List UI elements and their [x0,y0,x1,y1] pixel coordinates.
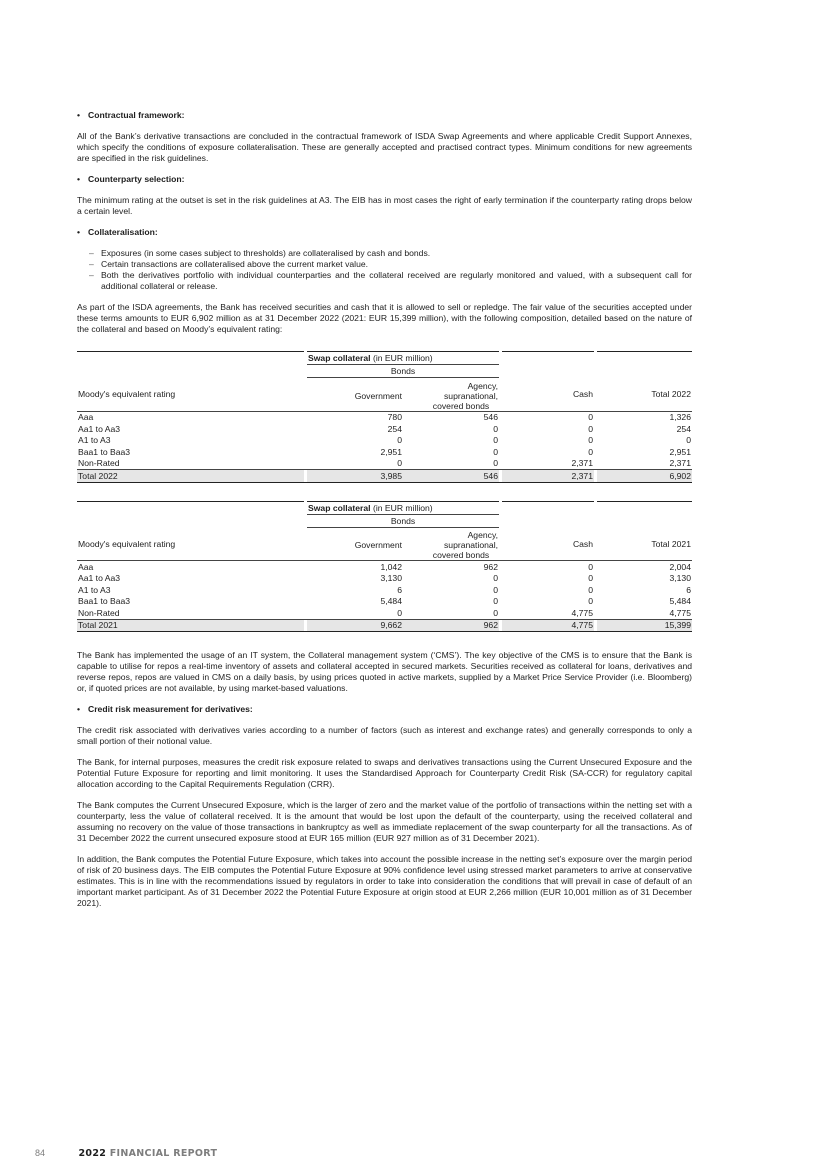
total-column-header: Total 2022 [651,389,691,399]
collateralisation-heading: • Collateralisation: [77,227,158,237]
table-header-spacer [77,352,304,365]
contractual-framework-text: All of the Bank’s derivative transactions are concluded in the contractual framework of ISDA Swap Agreements and where applicable Credit Support Annexes, which specify the conditions of exposure collateralisation. These are generally accepted and practised contract types. Minimum conditions for new agreements are specified in the risk guidelines. [77,131,692,163]
page-content [77,110,692,919]
credit-risk-heading: • Credit risk measurement for derivatives: [77,704,253,714]
report-title: 2022 FINANCIAL REPORT [78,1148,218,1159]
swap-collateral-table-2022 [77,351,692,483]
collateralisation-list [77,248,692,292]
collateralisation-text: As part of the ISDA agreements, the Bank has received securities and cash that it is allowed to sell or repledge. The fair value of the securities accepted under these terms amounts to EUR 6,902 million as at 31 December 2022 (2021: EUR 15,399 million), with the following composition, detailed based on the nature of the collateral and based on Moody’s equivalent rating: [77,302,692,334]
contractual-framework-heading: • Contractual framework: [77,110,185,120]
list-item: – Exposures (in some cases subject to thresholds) are collateralised by cash and bonds. [89,248,692,259]
table-row: Baa1 to Baa3 5,484 0 0 5,484 [78,596,691,607]
cash-column-header: Cash [572,389,593,399]
table-row: Aa1 to Aa3 254 0 0 254 [78,423,691,434]
total-column-header: Total 2021 [651,538,691,549]
bonds-header: Bonds [307,514,499,527]
credit-risk-paragraph: The Bank computes the Current Unsecured Exposure, which is the larger of zero and the market value of the portfolio of transactions within the netting set with a counterparty, less the value of collateral received. It is the amount that would be lost upon the default of the counterparty, using the received collateral and assuming no recovery on the value of those transactions in bankruptcy as well as immediate replacement of the swap counterparty for all the transactions. As of 31 December 2022 the current unsecured exposure stood at EUR 165 million (EUR 927 million as of 31 December 2021). [77,800,692,843]
agency-column-header: Agency, supranational, covered bonds [432,380,498,411]
swap-collateral-table-2021 [77,501,692,633]
page-number: 84 [35,1148,46,1158]
table-row: Aaa 780 546 0 1,326 [78,412,691,423]
counterparty-selection-text: The minimum rating at the outset is set in the risk guidelines at A3. The EIB has in most cases the right of early termination if the counterparty rating drops below a certain level. [77,195,692,216]
cms-text: The Bank has implemented the usage of an IT system, the Collateral management system (‘CMS’). The key objective of the CMS is to ensure that the Bank is capable to utilise for repos a real-time inventory of assets and collateral accepted in secured markets. Securities received as collateral for loans, derivatives and reverse repos, repos are valued in CMS on a daily basis, by using prices quoted in active markets, supplied by a Market Price Service Provider (i.e. Bloomberg) or, if quoted prices are not available, by using market-based valuations. [77,650,692,693]
table-row: A1 to A3 0 0 0 0 [78,435,691,446]
agency-column-header: Agency, supranational, covered bonds [432,530,498,560]
counterparty-selection-heading: • Counterparty selection: [77,174,185,184]
credit-risk-paragraph: The Bank, for internal purposes, measures the credit risk exposure related to swaps and derivatives transactions using the Current Unsecured Exposure and the Potential Future Exposure for reporting and limit monitoring. It uses the Standardised Approach for Counterparty Credit Risk (SA-CCR) for regulatory capital allocation according to the Capital Requirements Regulation (CRR). [77,757,692,789]
table-row: A1 to A3 6 0 0 6 [78,584,691,595]
credit-risk-paragraph: In addition, the Bank computes the Potential Future Exposure, which takes into account the possible increase in the netting set’s exposure over the margin period of risk of 20 business days. The EIB computes the Potential Future Exposure at 90% confidence level using stressed market parameters to arrive at conservative estimates. This is in line with the recommendations issued by regulators in order to take into consideration the conditions that will prevail in case of default of an important market participant. As of 31 December 2022 the Potential Future Exposure at origin stood at EUR 2,266 million (EUR 10,001 million as of 31 December 2021). [77,854,692,908]
credit-risk-paragraph: The credit risk associated with derivatives varies according to a number of factors (such as interest and exchange rates) and generally corresponds to only a small portion of their notional value. [77,725,692,746]
table-header-spacer [77,501,304,514]
table-row: Non-Rated 0 0 2,371 2,371 [78,458,691,469]
government-column-header: Government [354,540,402,550]
table-row: Aa1 to Aa3 3,130 0 0 3,130 [78,573,691,584]
bonds-header: Bonds [307,365,499,378]
government-column-header: Government [354,390,402,401]
swap-collateral-header: Swap collateral (in EUR million) [307,501,499,514]
rating-column-header: Moody's equivalent rating [78,538,176,549]
cash-column-header: Cash [572,538,593,549]
swap-collateral-header: Swap collateral (in EUR million) [307,352,499,365]
list-item: – Both the derivatives portfolio with individual counterparties and the collateral received are regularly monitored and valued, with a subsequent call for additional collateral or release. [89,270,692,292]
rating-column-header: Moody's equivalent rating [78,389,176,399]
list-item: – Certain transactions are collateralised above the current market value. [89,259,692,270]
table-row: Non-Rated 0 0 4,775 4,775 [78,607,691,618]
table-row: Aaa 1,042 962 0 2,004 [78,561,691,572]
table-row: Baa1 to Baa3 2,951 0 0 2,951 [78,446,691,457]
page-footer [35,1148,217,1159]
table-total-row: Total 2022 3,985 546 2,371 6,902 [78,470,691,481]
table-total-row: Total 2021 9,662 962 4,775 15,399 [78,620,691,631]
